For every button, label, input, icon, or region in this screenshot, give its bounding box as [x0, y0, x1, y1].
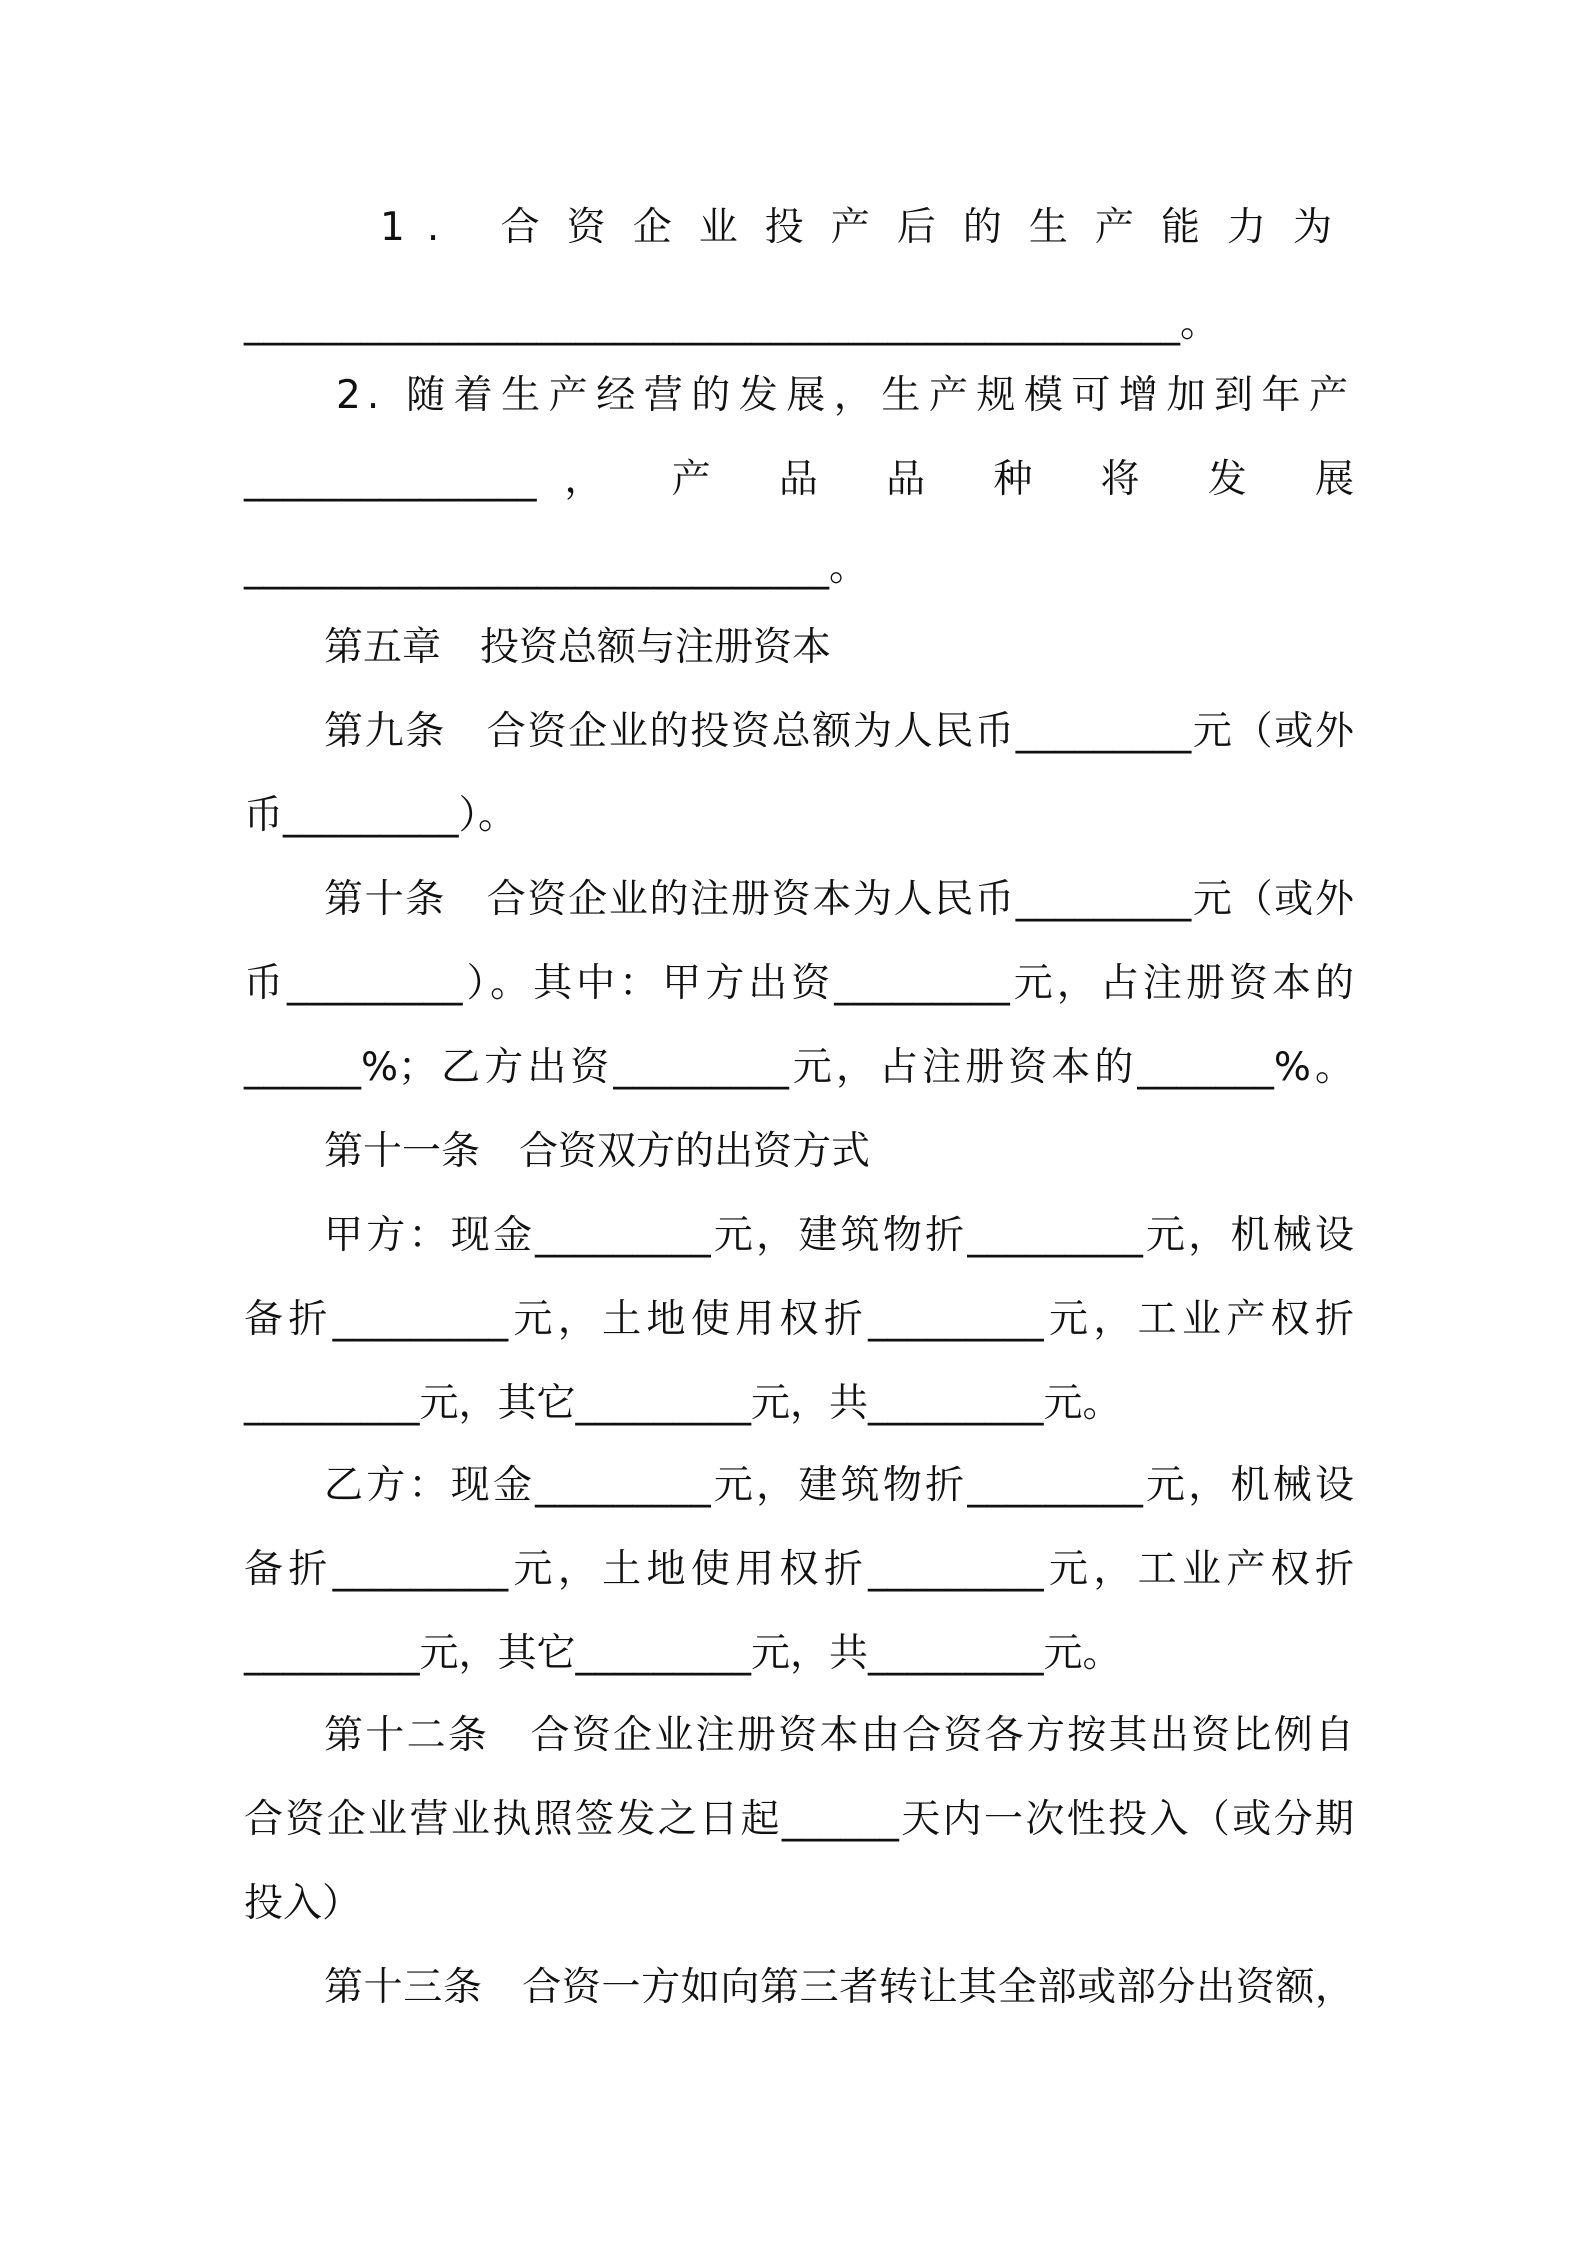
- article-nine-line-2: 币_________）。: [244, 793, 518, 838]
- article-twelve-line-3: 投入）: [244, 1881, 362, 1926]
- article-thirteen-line-1: 第十三条 合资一方如向第三者转让其全部或部分出资额，: [324, 1965, 1354, 2010]
- chapter-five-heading: 第五章 投资总额与注册资本: [324, 625, 832, 670]
- blank-capacity-line: ________________________________________________。: [244, 301, 1219, 346]
- party-a-line-2: 备折_________元，土地使用权折_________元，工业产权折: [244, 1297, 1354, 1342]
- party-a-line-3: _________元，其它_________元，共_________元。: [244, 1381, 1122, 1426]
- article-eleven-heading: 第十一条 合资双方的出资方式: [324, 1129, 871, 1174]
- article-ten-line-2: 币_________）。其中：甲方出资_________元，占注册资本的: [244, 961, 1354, 1006]
- article-twelve-line-1: 第十二条 合资企业注册资本由合资各方按其出资比例自: [324, 1713, 1354, 1758]
- article-twelve-line-2: 合资企业营业执照签发之日起______天内一次性投入（或分期: [244, 1797, 1354, 1842]
- party-b-line-2: 备折_________元，土地使用权折_________元，工业产权折: [244, 1547, 1354, 1592]
- article-nine-line-1: 第九条 合资企业的投资总额为人民币_________元（或外: [324, 709, 1354, 754]
- party-b-line-1: 乙方：现金_________元，建筑物折_________元，机械设: [324, 1463, 1354, 1508]
- article-ten-line-1: 第十条 合资企业的注册资本为人民币_________元（或外: [324, 877, 1354, 922]
- party-a-line-1: 甲方：现金_________元，建筑物折_________元，机械设: [324, 1213, 1354, 1258]
- clause-capacity-line: 1. 合资企业投产后的生产能力为: [380, 205, 1354, 250]
- clause-scale-line: 2. 随着生产经营的发展，生产规模可增加到年产: [336, 373, 1354, 418]
- article-ten-line-3: ______%；乙方出资_________元，占注册资本的_______%。: [244, 1045, 1354, 1090]
- blank-product-line: ______________________________。: [244, 545, 868, 590]
- clause-product-line: _______________， 产 品 品 种 将 发 展: [244, 457, 1354, 502]
- party-b-line-3: _________元，其它_________元，共_________元。: [244, 1631, 1122, 1676]
